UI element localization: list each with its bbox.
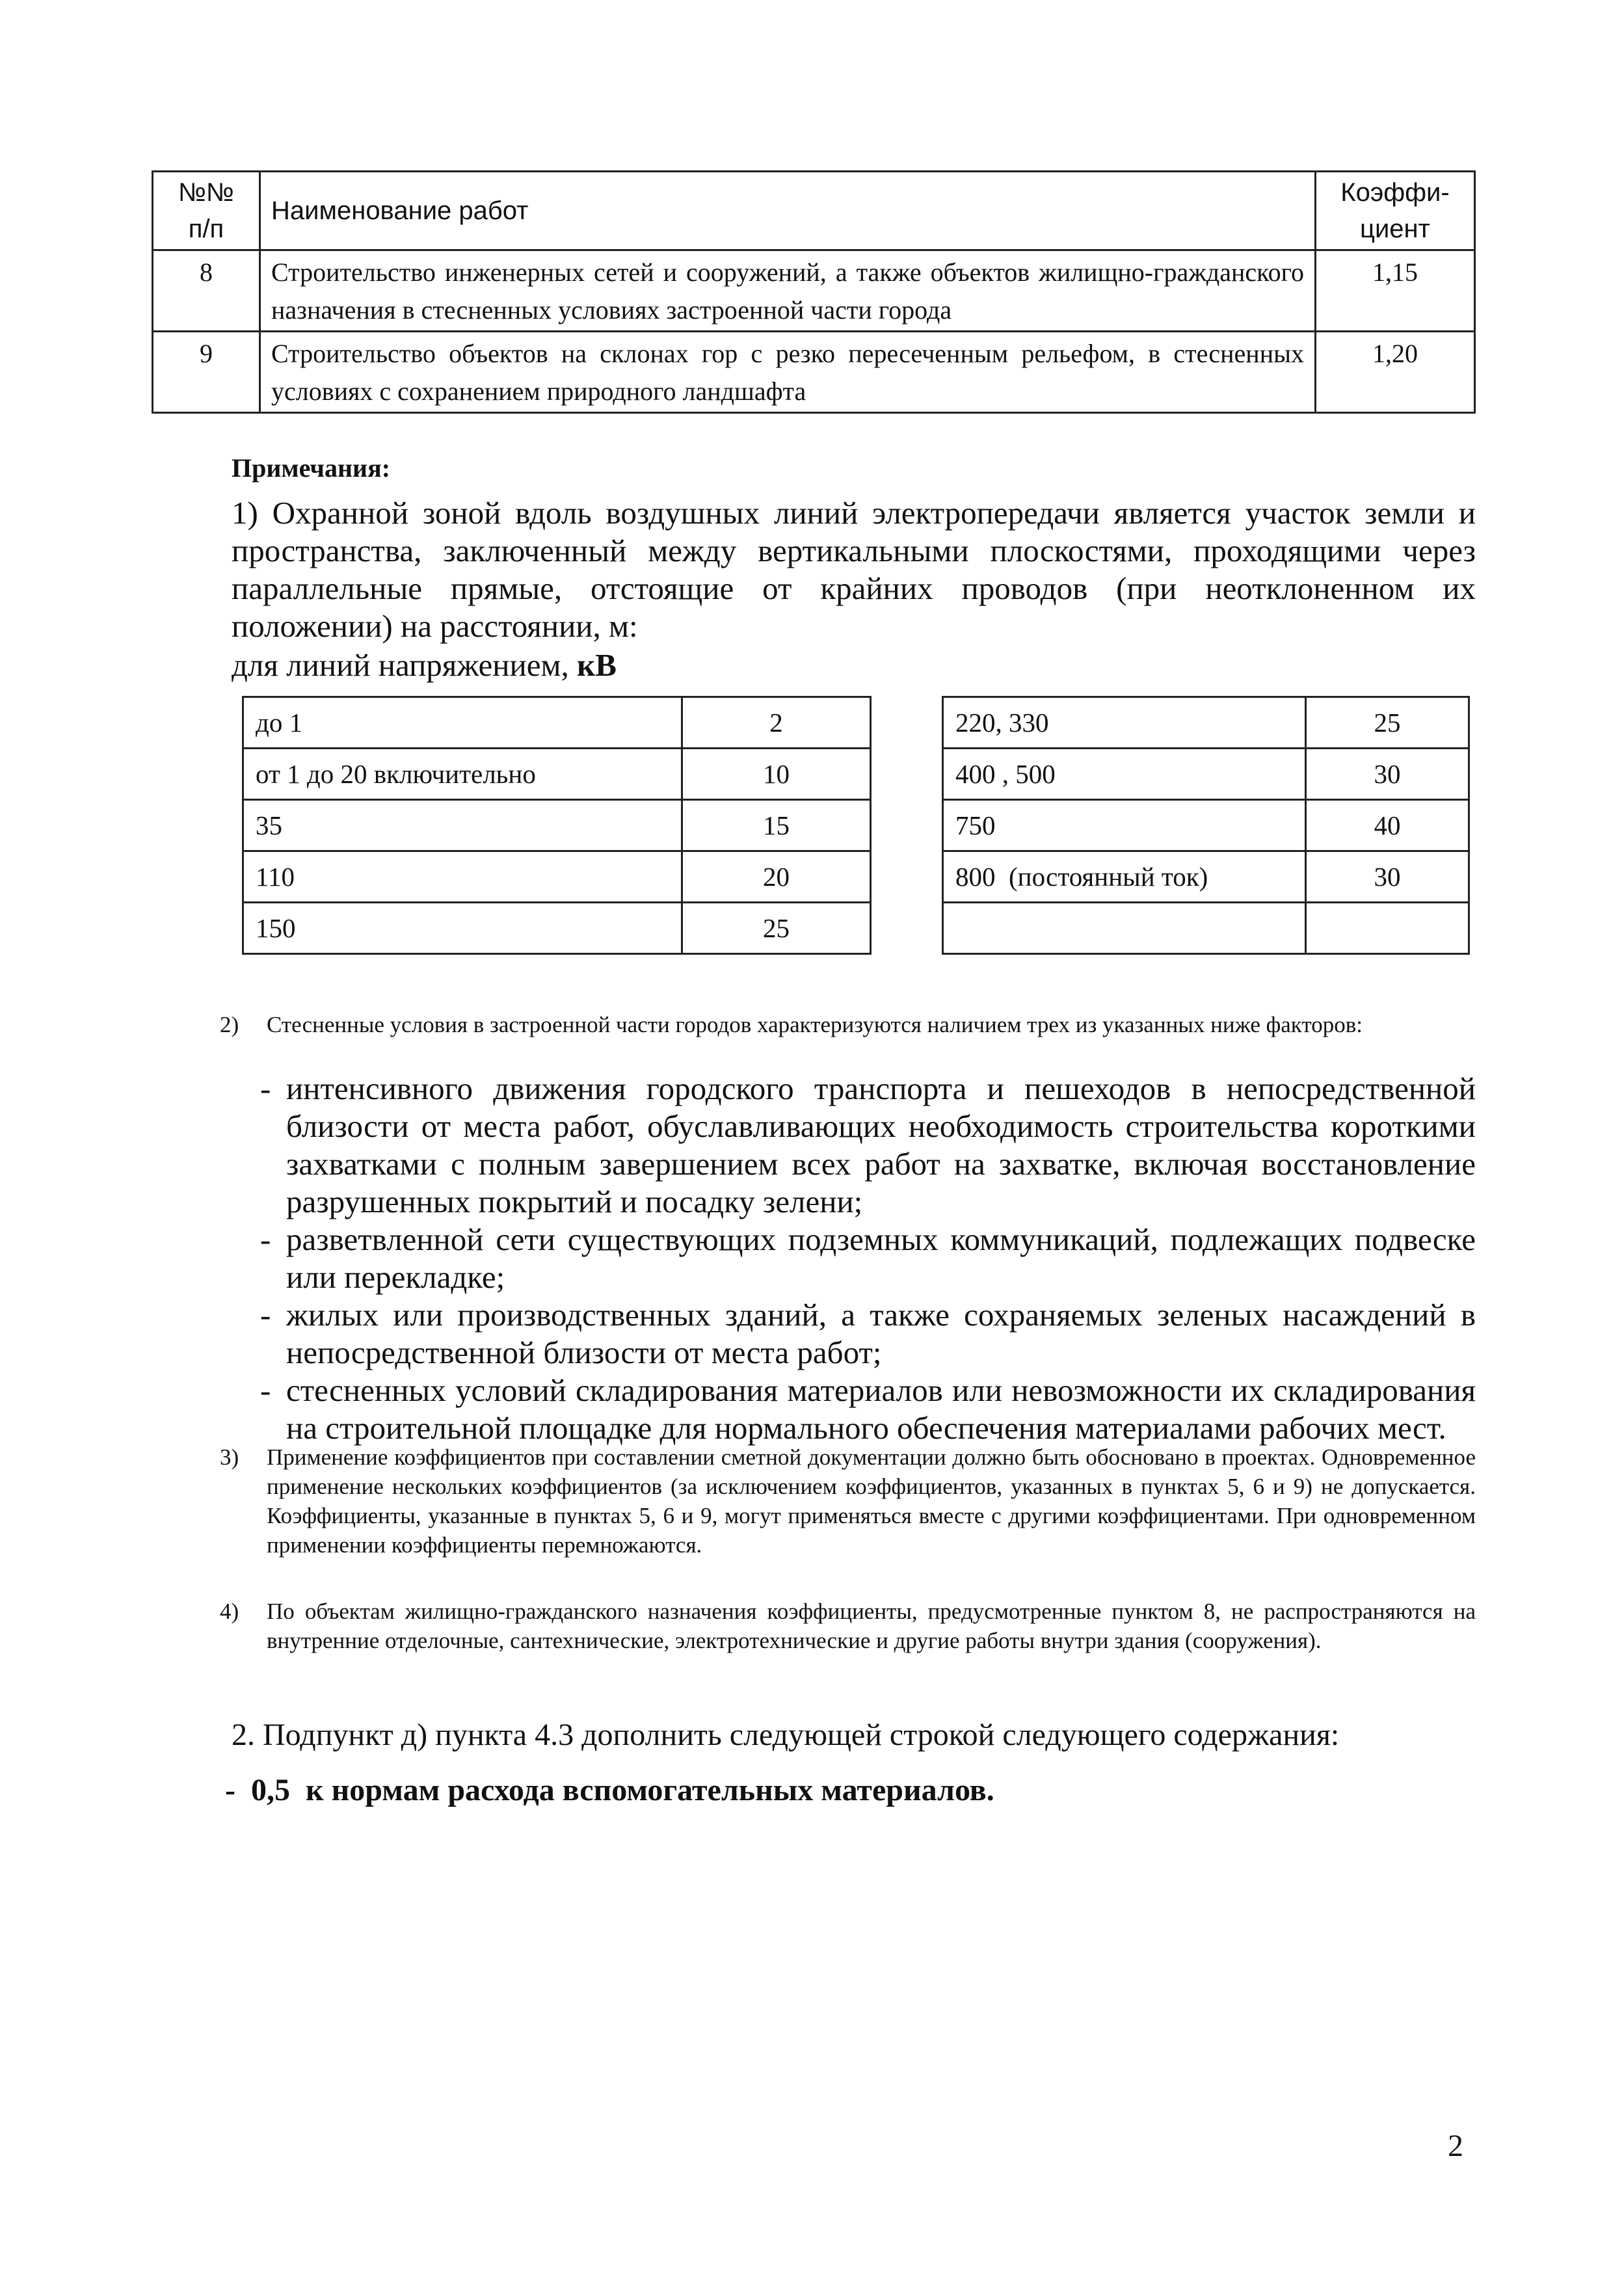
table-row bbox=[243, 851, 871, 903]
row-name: Строительство объектов на склонах гор с резко пересеченным рельефом, в стесненных условиях с сохранением природного ландшафта bbox=[260, 332, 1316, 413]
note-4-num: 4) bbox=[220, 1599, 239, 1624]
voltage-value: 10 bbox=[682, 749, 871, 800]
note-2-list bbox=[260, 1070, 1476, 1447]
list-item-text: стесненных условий складирования материалов или невозможности их складирования на строительной площадке для нормального обеспечения материалами рабочих мест. bbox=[286, 1372, 1476, 1446]
voltage-label: 150 bbox=[243, 903, 682, 954]
note-1: 1) Охранной зоной вдоль воздушных линий электропередачи является участок земли и пространства, заключенный между вертикальными плоскостями, проходящими через параллельные прямые, отстоящие от крайних проводов (при неотклоненном их положении) на расстоянии, м: bbox=[232, 495, 1476, 644]
note-2-num: 2) bbox=[220, 1012, 239, 1037]
voltage-label: 800 (постоянный ток) bbox=[943, 851, 1306, 903]
table-row bbox=[943, 903, 1469, 954]
dash-bullet: - bbox=[260, 1071, 271, 1106]
item-2: 2. Подпункт д) пункта 4.3 дополнить следующей строкой следующего содержания: bbox=[232, 1718, 1340, 1752]
header-coef: Коэффи- циент bbox=[1316, 172, 1475, 250]
dash-bullet: - bbox=[260, 1297, 271, 1333]
voltage-label: до 1 bbox=[243, 697, 682, 749]
item-2-bold: - 0,5 к нормам расхода вспомогательных материалов. bbox=[225, 1773, 994, 1807]
note-4 bbox=[220, 1597, 1476, 1655]
note-3 bbox=[220, 1443, 1476, 1560]
table-row bbox=[943, 749, 1469, 800]
list-item bbox=[260, 1296, 1476, 1372]
voltage-value: 25 bbox=[682, 903, 871, 954]
voltage-label: 35 bbox=[243, 800, 682, 851]
voltage-label: 110 bbox=[243, 851, 682, 903]
table-row bbox=[243, 749, 871, 800]
header-num: №№ п/п bbox=[153, 172, 260, 250]
table-row bbox=[243, 800, 871, 851]
voltage-label: 400 , 500 bbox=[943, 749, 1306, 800]
table-row bbox=[943, 800, 1469, 851]
coefficient-table bbox=[152, 170, 1476, 414]
voltage-label: 220, 330 bbox=[943, 697, 1306, 749]
row-coef: 1,15 bbox=[1316, 250, 1475, 332]
list-item bbox=[260, 1070, 1476, 1221]
table-row bbox=[243, 697, 871, 749]
voltage-value: 2 bbox=[682, 697, 871, 749]
voltage-value: 20 bbox=[682, 851, 871, 903]
note-2-intro-text: Стесненные условия в застроенной части городов характеризуются наличием трех из указанных ниже факторов: bbox=[267, 1012, 1363, 1037]
note-1-tail-text: для линий напряжением, bbox=[232, 647, 578, 683]
note-3-num: 3) bbox=[220, 1444, 239, 1470]
table-row bbox=[153, 332, 1475, 413]
voltage-value: 15 bbox=[682, 800, 871, 851]
voltage-value: 30 bbox=[1306, 851, 1469, 903]
voltage-value: 30 bbox=[1306, 749, 1469, 800]
voltage-value: 25 bbox=[1306, 697, 1469, 749]
list-item-text: интенсивного движения городского транспорта и пешеходов в непосредственной близости от места работ, обуславливающих необходимость строительства короткими захватками с полным завершением всех работ на захватке, включая восстановление разрушенных покрытий и посадку зелени; bbox=[286, 1071, 1476, 1219]
voltage-table-right bbox=[942, 696, 1470, 955]
voltage-value bbox=[1306, 903, 1469, 954]
table-row bbox=[243, 903, 871, 954]
list-item bbox=[260, 1221, 1476, 1296]
dash-bullet: - bbox=[260, 1221, 271, 1257]
page-number: 2 bbox=[1448, 2129, 1463, 2163]
row-name: Строительство инженерных сетей и сооружений, а также объектов жилищно-гражданского назначения в стесненных условиях застроенной части города bbox=[260, 250, 1316, 332]
voltage-table-left bbox=[242, 696, 872, 955]
row-coef: 1,20 bbox=[1316, 332, 1475, 413]
list-item-text: жилых или производственных зданий, а также сохраняемых зеленых насаждений в непосредственной близости от места работ; bbox=[286, 1297, 1476, 1370]
list-item bbox=[260, 1372, 1476, 1447]
voltage-label: 750 bbox=[943, 800, 1306, 851]
note-1-unit: кВ bbox=[577, 647, 617, 683]
note-4-text: По объектам жилищно-гражданского назначения коэффициенты, предусмотренные пунктом 8, не распространяются на внутренние отделочные, сантехнические, электротехнические и другие работы внутри здания (сооружения). bbox=[267, 1599, 1476, 1653]
table-row bbox=[943, 851, 1469, 903]
notes-title: Примечания: bbox=[232, 453, 391, 483]
row-num: 8 bbox=[153, 250, 260, 332]
header-name: Наименование работ bbox=[260, 172, 1316, 250]
note-1-tail bbox=[232, 646, 617, 684]
row-num: 9 bbox=[153, 332, 260, 413]
table-row bbox=[943, 697, 1469, 749]
voltage-label bbox=[943, 903, 1306, 954]
note-3-text: Применение коэффициентов при составлении сметной документации должно быть обосновано в проектах. Одновременное применение нескольких коэффициентов (за исключением коэффициентов, указанных в пунктах 5, 6 и 9) не допускается. Коэффициенты, указанные в пунктах 5, 6 и 9, могут применяться вместе с другими коэффициентами. При одновременном применении коэффициенты перемножаются. bbox=[267, 1444, 1476, 1558]
dash-bullet: - bbox=[260, 1372, 271, 1408]
note-2-intro bbox=[220, 1010, 1476, 1039]
voltage-value: 40 bbox=[1306, 800, 1469, 851]
table-row bbox=[153, 250, 1475, 332]
coef-table-header bbox=[153, 172, 1475, 250]
list-item-text: разветвленной сети существующих подземных коммуникаций, подлежащих подвеске или перекладке; bbox=[286, 1221, 1476, 1295]
voltage-label: от 1 до 20 включительно bbox=[243, 749, 682, 800]
